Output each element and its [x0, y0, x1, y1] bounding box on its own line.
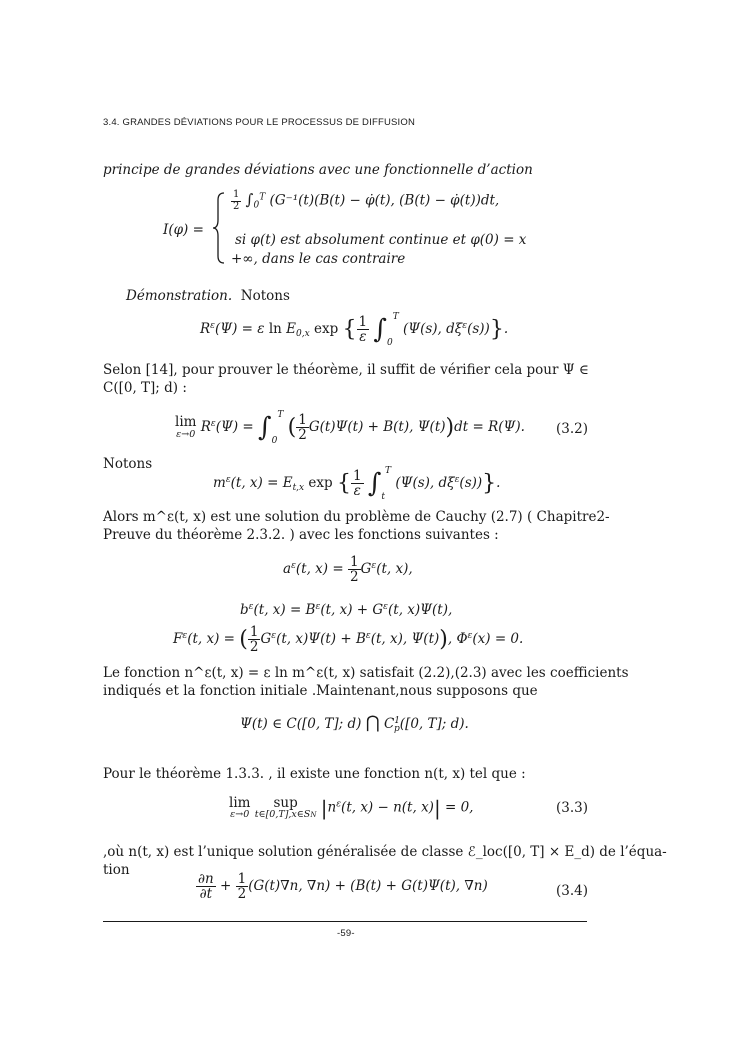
- equation-3-2-tag: (3.2): [556, 421, 589, 437]
- footer-rule: [103, 921, 587, 922]
- equation-3-4: $\frac{\partial n}{\partial t}$ + $\frac{1}{2}$ (G(t)∇n, ∇n) + (B(t) + G(t)Ψ(t), ∇n): [198, 871, 488, 903]
- equation-psi-space: Ψ(t) ∈ C([0, T]; d) ⋂ $C^1_p([0$, T]; d).: [240, 713, 469, 734]
- equation-R-epsilon: $R^\varepsilon(\Psi) = \varepsilon$ $\ln E_{0,x}$ exp { $\frac{1}{\varepsilon}$ $\int_0^T$ (Ψ(s), $d\xi^\varepsilon(s)$)}.: [200, 312, 509, 348]
- pour-paragraph: Pour le théorème 1.3.3. , il existe une fonction n(t, x) tel que :: [103, 766, 526, 782]
- equation-b-epsilon: $b^\varepsilon(t$, $x) = B^\varepsilon(t$, $x) + G^\varepsilon(t$, x)Ψ(t),: [240, 602, 453, 618]
- case-one-formula: $\frac{1}{2}$ $\int_0^T$ (G⁻¹(t)(B(t) − φ̇(t), (B(t) − φ̇(t))dt,: [233, 189, 500, 212]
- action-functional-lhs: I(φ) =: [163, 222, 204, 238]
- intro-paragraph: principe de grandes déviations avec une fonctionnelle d’action: [103, 162, 533, 178]
- selon-paragraph-line1: Selon [14], pour prouver le théorème, il suffit de vérifier cela pour Ψ ∈: [103, 362, 589, 378]
- equation-3-4-tag: (3.4): [556, 883, 589, 899]
- equation-3-2: lim ε→0 $R^\varepsilon(\Psi) = \int_0^T$ ( $\frac{1}{2}$ G(t)Ψ(t) + B(t), Ψ(t))dt = R(Ψ).: [175, 410, 525, 446]
- left-brace-icon: [212, 192, 228, 264]
- ou-paragraph-line2: tion: [103, 862, 130, 878]
- running-header: 3.4. GRANDES DÉVIATIONS POUR LE PROCESSUS DE DIFFUSION: [103, 117, 416, 128]
- notons-label: Notons: [103, 456, 153, 472]
- page-number: -59-: [337, 928, 355, 939]
- equation-F-epsilon: $F^\varepsilon(t$, x) = ( $\frac{1}{2}$ $G^\varepsilon(t$, $x)\Psi(t) + B^\varepsilon(t$, x), Ψ(t)), $\Phi^\varepsilon(x) = 0$.: [173, 624, 524, 656]
- case-two: +∞, dans le cas contraire: [231, 251, 406, 267]
- equation-3-3: lim ε→0 sup t∈[0,T],x∈SN $|n^\varepsilon(t$, x) − n(t, x)| = 0,: [229, 794, 474, 820]
- ou-paragraph-line1: ,où n(t, x) est l’unique solution généralisée de classe ℰ_loc([0, T] × E_d) de l’équa-: [103, 844, 667, 860]
- selon-paragraph-line2: C([0, T]; d) :: [103, 380, 187, 396]
- equation-3-3-tag: (3.3): [556, 800, 589, 816]
- proof-heading: Démonstration. Notons: [126, 288, 290, 304]
- alors-paragraph-line2: Preuve du théorème 2.3.2. ) avec les fonctions suivantes :: [103, 527, 499, 543]
- case-one-condition: si φ(t) est absolument continue et φ(0) = x: [235, 232, 527, 248]
- fonction-paragraph-line2: indiqués et la fonction initiale .Maintenant,nous supposons que: [103, 683, 538, 699]
- equation-a-epsilon: $a^\varepsilon(t$, x) = $\frac{1}{2}$ $G^\varepsilon(t$, x),: [283, 554, 413, 586]
- equation-m-epsilon: $m^\varepsilon(t$, $x) = E_{t,x}$ exp { $\frac{1}{\varepsilon}$ $\int_t^T$ (Ψ(s), $d\xi^\varepsilon(s)$)}.: [213, 466, 501, 502]
- fonction-paragraph-line1: Le fonction n^ε(t, x) = ε ln m^ε(t, x) satisfait (2.2),(2.3) avec les coefficients: [103, 665, 629, 681]
- alors-paragraph-line1: Alors m^ε(t, x) est une solution du problème de Cauchy (2.7) ( Chapitre2-: [103, 509, 610, 525]
